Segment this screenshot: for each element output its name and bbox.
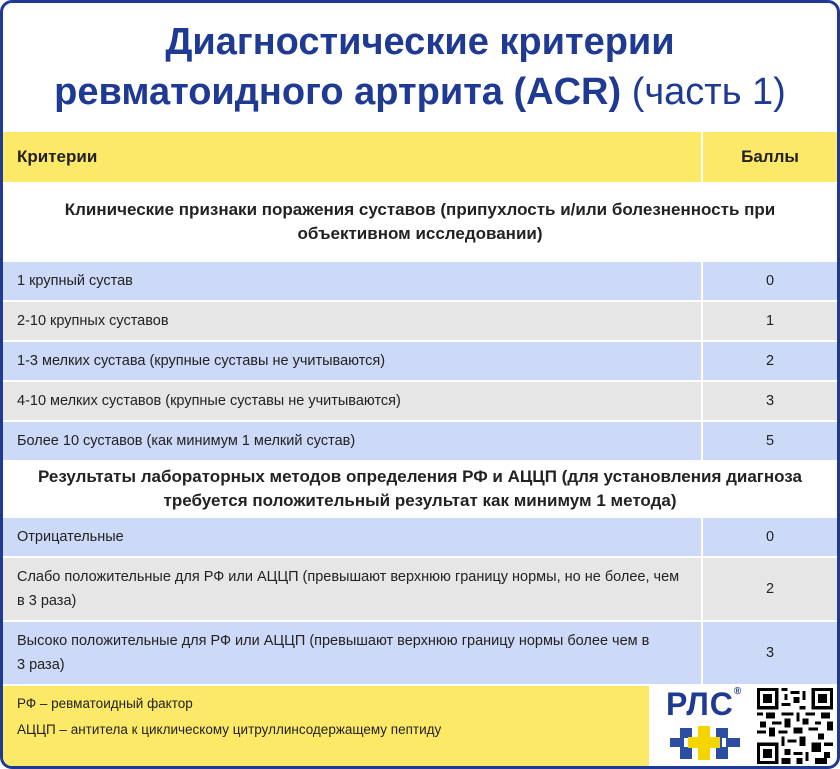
table-row xyxy=(3,558,837,620)
row-points: 3 xyxy=(703,622,837,684)
section-title-lab: Результаты лабораторных методов определения РФ и АЦЦП (для установления диагноза требуется положительный результат как минимум 1 метода) xyxy=(3,460,837,518)
row-points: 1 xyxy=(703,302,837,340)
page-title xyxy=(3,17,837,117)
row-points: 2 xyxy=(703,558,837,620)
section-title-clinical: Клинические признаки поражения суставов (припухлость и/или болезненность при объективном исследовании) xyxy=(3,182,837,262)
footnote-rf: РФ – ревматоидный фактор xyxy=(17,696,193,711)
table-header xyxy=(3,132,837,182)
table-row xyxy=(3,518,837,556)
row-points: 5 xyxy=(703,422,837,460)
footnotes xyxy=(3,686,649,766)
table-row xyxy=(3,422,837,460)
row-label: Более 10 суставов (как минимум 1 мелкий сустав) xyxy=(3,422,701,460)
row-label: 1-3 мелких сустава (крупные суставы не учитываются) xyxy=(3,342,701,380)
row-label: Высоко положительные для РФ или АЦЦП (превышают верхнюю границу нормы более чем в 3 раза) xyxy=(3,622,701,684)
row-label: Слабо положительные для РФ или АЦЦП (превышают верхнюю границу нормы, но не более, чем в 3 раза) xyxy=(3,558,701,620)
row-label: Отрицательные xyxy=(3,518,701,556)
title-line-2 xyxy=(3,67,837,117)
title-line-2-main: ревматоидного артрита (ACR) xyxy=(54,71,622,113)
row-points: 0 xyxy=(703,262,837,300)
row-points: 3 xyxy=(703,382,837,420)
footnote-accp: АЦЦП – антитела к циклическому цитруллинсодержащему пептиду xyxy=(17,722,442,737)
row-points: 0 xyxy=(703,518,837,556)
header-criteria: Критерии xyxy=(3,132,701,182)
logo-cross-icon xyxy=(658,686,748,764)
rls-logo xyxy=(658,686,748,764)
table-row xyxy=(3,302,837,340)
table-row xyxy=(3,622,837,684)
row-points: 2 xyxy=(703,342,837,380)
qr-code-icon xyxy=(755,688,835,764)
table-row xyxy=(3,262,837,300)
row-label: 1 крупный сустав xyxy=(3,262,701,300)
title-line-1: Диагностические критерии xyxy=(165,21,675,63)
table-row xyxy=(3,342,837,380)
row-label: 2-10 крупных суставов xyxy=(3,302,701,340)
table-row xyxy=(3,382,837,420)
header-points: Баллы xyxy=(703,132,837,182)
title-part: (часть 1) xyxy=(631,71,786,113)
row-label: 4-10 мелких суставов (крупные суставы не учитываются) xyxy=(3,382,701,420)
logo-text: РЛС® xyxy=(666,686,743,722)
